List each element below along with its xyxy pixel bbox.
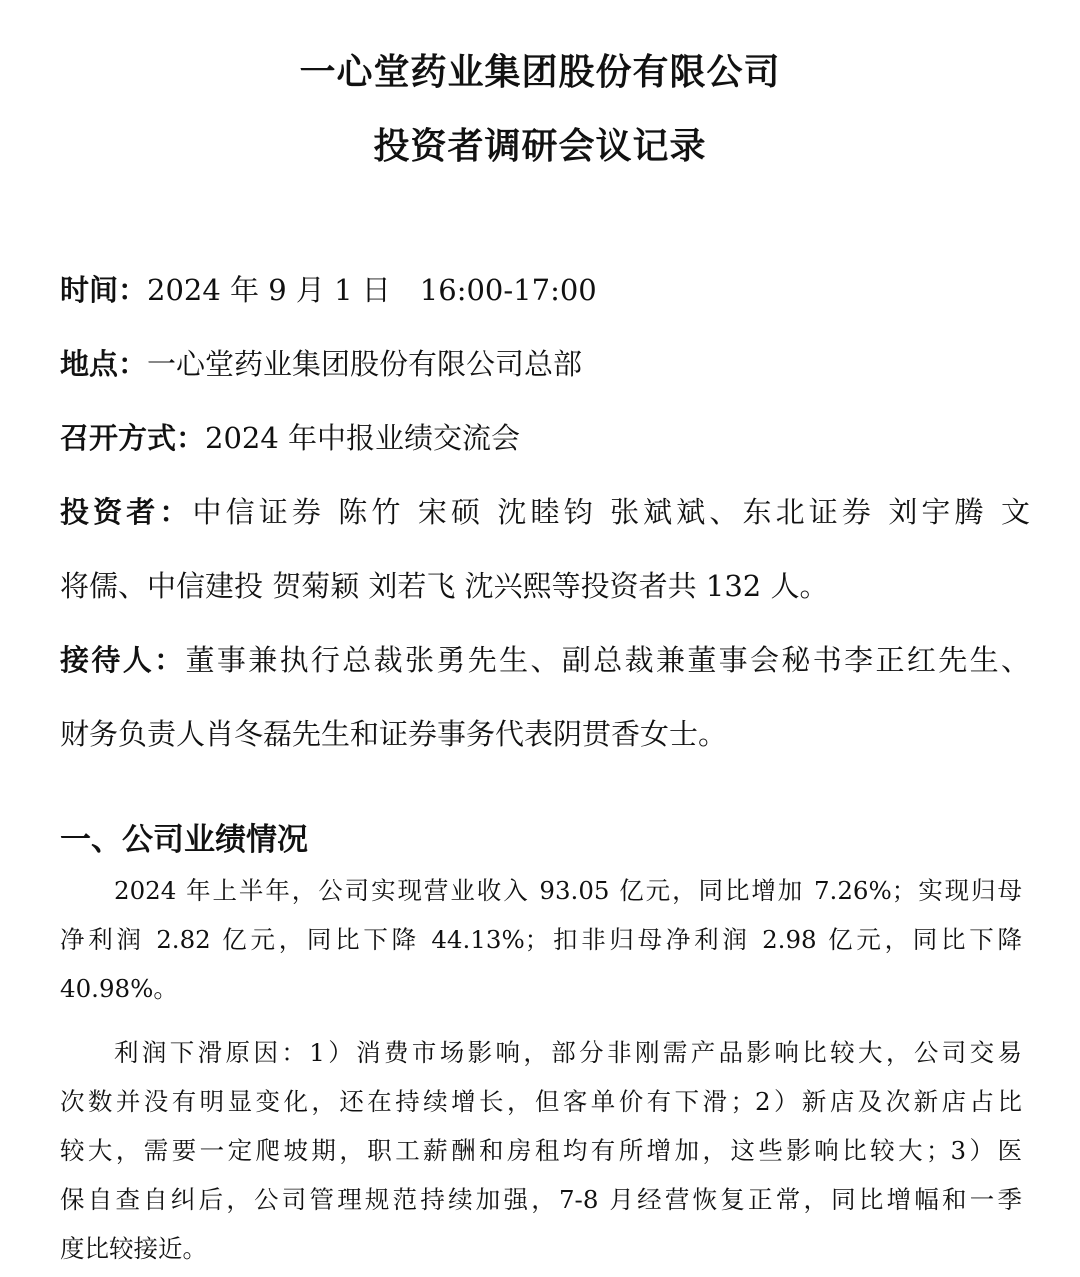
field-hosts bbox=[60, 623, 1030, 771]
field-investors-line-1 bbox=[60, 475, 1030, 549]
section-heading-performance: 一、公司业绩情况 bbox=[60, 822, 308, 858]
paragraph-profit-decline-reasons bbox=[60, 1028, 1022, 1273]
field-hosts-value-1: 董事兼执行总裁张勇先生、副总裁兼董事会秘书李正红先生、 bbox=[185, 643, 1030, 677]
field-hosts-line-2: 财务负责人肖冬磊先生和证券事务代表阴贯香女士。 bbox=[60, 717, 728, 751]
field-hosts-line-1 bbox=[60, 623, 1030, 697]
field-investors-value-1: 中信证券 陈竹 宋硕 沈睦钧 张斌斌、东北证券 刘宇腾 文 bbox=[192, 495, 1030, 529]
paragraph-line: 净利润 2.82 亿元，同比下降 44.13%；扣非归母净利润 2.98 亿元，同比下降 bbox=[60, 925, 1022, 954]
field-place-label: 地点： bbox=[60, 347, 148, 381]
field-place bbox=[60, 327, 1030, 401]
field-investors-label: 投资者： bbox=[60, 495, 193, 529]
paragraph-line: 度比较接近。 bbox=[60, 1234, 207, 1263]
paragraph-line: 40.98%。 bbox=[60, 974, 178, 1003]
field-time bbox=[60, 253, 1030, 327]
paragraph-line: 2024 年上半年，公司实现营业收入 93.05 亿元，同比增加 7.26%；实现归母 bbox=[114, 876, 1022, 905]
document-title-meeting: 投资者调研会议记录 bbox=[373, 126, 707, 167]
field-meeting-mode bbox=[60, 401, 1030, 475]
paragraph-line: 利润下滑原因：1）消费市场影响，部分非刚需产品影响比较大，公司交易 bbox=[114, 1038, 1022, 1067]
paragraph-line: 保自查自纠后，公司管理规范持续加强，7-8 月经营恢复正常，同比增幅和一季 bbox=[60, 1185, 1022, 1214]
field-time-value: 2024 年 9 月 1 日 16:00-17:00 bbox=[147, 273, 597, 307]
field-time-label: 时间： bbox=[60, 273, 148, 307]
document-title-company: 一心堂药业集团股份有限公司 bbox=[299, 52, 781, 93]
field-hosts-label: 接待人： bbox=[60, 643, 186, 677]
paragraph-line: 较大，需要一定爬坡期，职工薪酬和房租均有所增加，这些影响比较大；3）医 bbox=[60, 1136, 1022, 1165]
field-investors-line-2: 将儒、中信建投 贺菊颖 刘若飞 沈兴熙等投资者共 132 人。 bbox=[60, 569, 829, 603]
paragraph-line: 次数并没有明显变化，还在持续增长，但客单价有下滑；2）新店及次新店占比 bbox=[60, 1087, 1022, 1116]
field-meeting-mode-label: 召开方式： bbox=[60, 421, 206, 455]
paragraph-performance-summary bbox=[60, 866, 1022, 1013]
field-place-value: 一心堂药业集团股份有限公司总部 bbox=[147, 347, 583, 381]
field-investors bbox=[60, 475, 1030, 623]
field-meeting-mode-value: 2024 年中报业绩交流会 bbox=[205, 421, 521, 455]
